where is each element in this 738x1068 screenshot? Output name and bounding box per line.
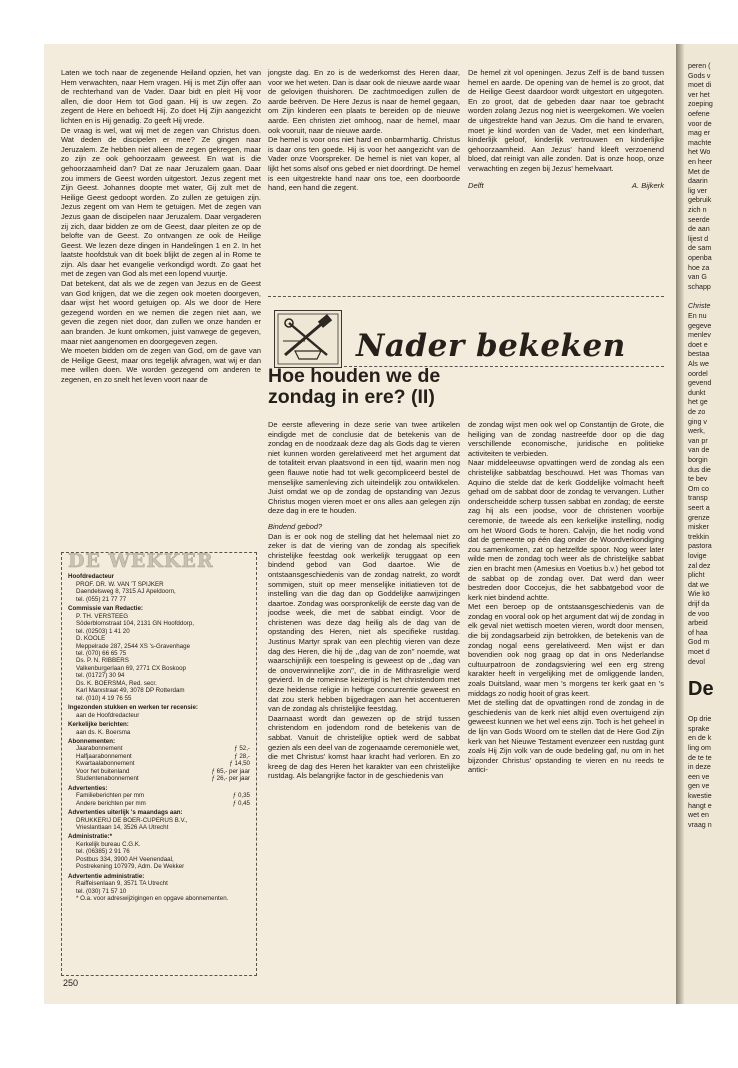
masthead-line: DRUKKERIJ DE BOER-CUPERUS B.V., xyxy=(76,816,188,824)
next-page-fragment: Met de xyxy=(688,167,710,176)
masthead-line: * O.a. voor adreswijzigingen en opgave abonnementen. xyxy=(76,895,229,903)
page-spine xyxy=(676,44,684,1004)
masthead-line: Ds. P. N. RIBBERS xyxy=(76,657,129,665)
next-page-fragment: het ge xyxy=(688,398,708,407)
rate-label: Studentenabonnement xyxy=(76,775,139,783)
next-page-fragment: Als we xyxy=(688,360,709,368)
masthead-line: aan de Hoofdredacteur xyxy=(76,711,140,719)
rate-value: ƒ 0,45 xyxy=(232,799,250,807)
next-page-fragment: vraag n xyxy=(688,820,712,829)
masthead-lines xyxy=(68,573,250,902)
masthead-line: tel. (030) 71 57 10 xyxy=(76,887,127,895)
next-page-fragment: pastora xyxy=(688,542,712,551)
next-page-fragment: gen ve xyxy=(688,782,710,791)
masthead-rate-row xyxy=(68,753,250,760)
next-page-fragment: trekkin xyxy=(688,532,709,541)
rate-value: ƒ 52,- xyxy=(234,745,250,753)
rate-label: Voor het buitenland xyxy=(76,767,130,775)
masthead-rate-row xyxy=(68,792,250,799)
rate-value: ƒ 26,- per jaar xyxy=(211,775,250,783)
next-page-fragment: borgin xyxy=(688,456,708,464)
column-b xyxy=(268,68,460,193)
next-page-fragment: hangt e xyxy=(688,801,712,810)
next-page-fragment: lijest d xyxy=(688,234,709,243)
next-page-fragment: gegeve xyxy=(688,321,712,330)
next-page-fragment: moet d xyxy=(688,648,710,656)
next-page-fragment: Gods v xyxy=(688,71,711,80)
masthead-line: Postrekening 107979, Adm. De Wekker xyxy=(76,863,185,871)
next-page-fragment: doet e xyxy=(688,340,708,349)
next-page-fragment: de zo xyxy=(688,408,706,416)
rate-value: ƒ 65,- per jaar xyxy=(211,767,250,775)
masthead-line: tel. (070) 66 65 75 xyxy=(76,649,127,657)
tools-icon xyxy=(274,310,342,368)
next-page-fragment: Christe xyxy=(688,302,711,311)
next-page-fragment: kwestie xyxy=(688,792,712,800)
next-page-fragment: lig ver xyxy=(688,186,707,195)
paragraph: Dat betekent, dat als we de zegen van Jezus en de Geest van God krijgen, dat we die zegen ook moeten doorgeven, daar wijst het woord getuigen op. Als we door de Here gezegend worden en we nemen die zegen niet aan, we geven die zegen niet door, dan zullen we onze handen er aan branden. Je kunt omkomen, juist vanwege de gegeven, maar niet aangenomen en doorgegeven zegen. xyxy=(61,279,261,346)
column-c xyxy=(468,68,664,190)
next-page-fragment: van pr xyxy=(688,436,708,445)
next-page-fragment: mag er xyxy=(688,129,711,138)
next-page-fragment: zich n xyxy=(688,206,707,214)
signature-author: A. Bijkerk xyxy=(631,180,664,190)
rate-value: ƒ 28,- xyxy=(234,752,250,760)
masthead-line: Karl Marxstraat 49, 3078 DP Rotterdam xyxy=(76,687,185,695)
masthead-line: tel. (02503) 1 41 20 xyxy=(76,627,130,635)
rate-label: Jaarabonnement xyxy=(76,745,123,753)
article-title: Hoe houden we de zondag in ere? (II) xyxy=(268,365,441,408)
masthead-line: tel. (055) 21 77 77 xyxy=(76,595,127,603)
masthead-heading: Hoofdredacteur xyxy=(68,573,115,581)
next-page-fragment: ver het xyxy=(688,90,710,99)
next-page-fragment: dunkt xyxy=(688,388,706,397)
paragraph: Met een beroep op de ontstaansgeschiedenis van de zondag en vooral ook op het argument dat wij de zondag in elk geval niet wettisch moeten vieren, wordt door mensen, die bij zondagsarbeid zijn betrokken, de betekenis van de zondag nogal eens gerelativeerd. Men wijst er dan bovendien ook nog graag op dat in ons Nederlandse cultuurpatroon de zondagsviering wel een erg streng karakter heeft in vergelijking met de omliggende landen, zoals Duitsland, waar men 's morgens ter kerk gaat en 's middags zo nodig hooit of gras keert. xyxy=(468,602,664,698)
next-page-fragment: daarin xyxy=(688,177,708,186)
next-page-fragment: ging v xyxy=(688,417,707,426)
masthead-heading: Advertenties: xyxy=(68,784,108,792)
next-page-fragment: sprake xyxy=(688,724,710,733)
magazine-page xyxy=(44,44,677,1004)
masthead-heading: Advertenties uiterlijk 's maandags aan: xyxy=(68,809,183,817)
section-title: Nader bekeken xyxy=(356,328,626,364)
masthead-heading: Kerkelijke berichten: xyxy=(68,721,129,729)
masthead-rate-row xyxy=(68,768,250,775)
masthead-line: Vrieslantlaan 14, 3526 AA Utrecht xyxy=(76,823,169,831)
next-page-fragment: machte xyxy=(688,138,712,147)
paragraph: Met de stelling dat de opvattingen rond de zondag in de geschiedenis van de kerk niet altijd even overtuigend zijn geweest kunnen we het wel eens zijn. Toch is het geheel in de lijn van Gods Woord om te stellen dat de Here God Zijn kerk van het Nieuwe Testament evenzeer een rustdag gunt zoals Hij Zijn volk van de oude bedeling gaf, nu om in het bijzonder Christus' opstanding te vieren en nu reeds te antici- xyxy=(468,698,664,775)
next-page-fragment: Om co xyxy=(688,484,709,493)
next-page-fragment: arbeid xyxy=(688,619,708,628)
next-page-fragment: en heer xyxy=(688,158,713,166)
next-page-fragment: bestaa xyxy=(688,350,710,359)
wekker-logo: DE WEKKER xyxy=(68,550,214,572)
next-page-fragment: de te te xyxy=(688,753,712,762)
masthead-rate-row xyxy=(68,800,250,807)
subheading: Bindend gebod? xyxy=(268,521,323,531)
next-page-fragment: Wie kö xyxy=(688,590,710,599)
masthead-line: D. KOOLE xyxy=(76,635,106,643)
next-page-fragment: van de xyxy=(688,446,710,455)
masthead-line: Postbus 334, 3900 AH Veenendaal, xyxy=(76,855,174,863)
masthead-line: Ds. K. BOERSMA, Red. secr. xyxy=(76,679,157,687)
masthead-line: Daendelsweg 8, 7315 AJ Apeldoorn, xyxy=(76,588,176,596)
next-page-fragment: moet di xyxy=(688,81,712,90)
rate-label: Familieberichten per mm xyxy=(76,792,145,800)
next-page-fragment: transp xyxy=(688,494,708,503)
column-d xyxy=(268,420,460,781)
next-page-fragment: en de k xyxy=(688,734,712,743)
next-page-fragment: De xyxy=(688,678,714,701)
next-page-fragment: de voo xyxy=(688,609,710,618)
paragraph: Daarnaast wordt dan gewezen op de strijd tussen christendom en jodendom rond de betekenis van de sabbat. Vanuit de christelijke optiek werd de sabbat gezien als een deel van de zogenaamde ceremoniële wet, die met Christus' komst haar kracht had verloren. En zo kreeg de dag des Heren het karakter van een christelijke rustdag. Als belangrijke factor in de geschiedenis van xyxy=(268,713,460,781)
next-page-fragment: zal dez xyxy=(688,561,711,570)
next-page-fragment: openba xyxy=(688,254,712,262)
paragraph: De vraag is wel, wat wij met de zegen van Christus doen. Wat deden de discipelen er mee? Ze gingen naar Jeruzalem. Ze hebben niet alleen de zegen gekregen, maar zo zijn ze ook gehoorzaam geweest. En wat is die gehoorzaamheid dan? Dat ze naar Jeruzalem gaan. Daar zou immers de Geest worden uitgestort. Jezus zegent met Zijn Geest. Johannes doopte met water, Gij zult met de Heilige Geest gedoopt worden. Zo zullen ze getuigen zijn. Jezus zegent om van Hem te getuigen. Met de zegen van Jezus gaan de discipelen naar Jeruzalem. Daar vergaderen zij zich, daar bidden ze om de Geest, daar pleiten ze op de belofte van de Geest. Zo ontvangen ze ook de Heilige Geest. We lezen deze dingen in Handelingen 1 en 2. In het laatste hoofdstuk van dit boek blijkt de zegen al in Rome te zijn. Als daar het evangelie verkondigd wordt. Zo gaat het met de zegen van God als met een lopend vuurtje. xyxy=(61,125,261,279)
paragraph: De eerste aflevering in deze serie van twee artikelen eindigde met de conclusie dat de betekenis van de zondag en de noodzaak deze dag als Gods dag te vieren niet kunnen worden gerelativeerd met het argument dat de totaliteit ervan plaatsvond in een tijd, waarin men nog geen flauwe notie had tot welk gecompliceerd bestel de menselijke samenleving zich uiteindelijk zou ontwikkelen. Juist omdat we op de zondag de opstanding van Jezus Christus mogen vieren moet er ons alles aan gelegen zijn deze dag in ere te houden. xyxy=(268,420,460,516)
next-page-fragment: schapp xyxy=(688,282,711,291)
paragraph: de zondag wijst men ook wel op Constantijn de Grote, die heiliging van de zondag nastreefde door op die dag verschillende economische, juridische en politieke activiteiten te verbieden. xyxy=(468,420,664,458)
rate-label: Andere berichten per mm xyxy=(76,799,146,807)
paragraph: Naar middeleeuwse opvattingen werd de zondag als een christelijke sabbatdag beschouwd. Het was Thomas van Aquino die stelde dat de kerk Goddelijke volmacht heeft gehad om de sabbat door de zondag te vervangen. Luther onderscheidde scherp tussen sabbat en zondag; de eerste zag hij als een joodse, voor de christenen voorbije ceremonie, de tweede als een kerkelijke instelling, nodig om het Woord Gods te horen. Calvijn, die het nodig vond dat de gemeente op één dag onder de Woordverkondiging zou samenkomen, zat op hetzelfde spoor. Nog weer later wilde men de zondag toch weer als de christelijke sabbat zien en bracht men (Amesius en Voetius b.v.) het gebod tot de sabbat op de zondag over. Dat werd dan weer bestreden door Coccejus, die het sabbatgebod voor de kerk niet bindend achtte. xyxy=(468,458,664,602)
next-page-fragment: seerde xyxy=(688,215,710,224)
next-page-fragment: ling om xyxy=(688,744,711,752)
masthead-line: tel. (06385) 2 91 76 xyxy=(76,848,130,856)
masthead-line: tel. (010) 4 19 76 55 xyxy=(76,694,132,702)
masthead-box xyxy=(61,552,257,976)
next-page-fragment: oordel xyxy=(688,369,708,378)
paragraph: De hemel is voor ons niet hard en onbarmhartig. Christus is daar ons ten goede. Hij is voor het aangezicht van de Vader onze Voorspreker. De hemel is niet van koper, al lijkt het soms alsof ons gebed er niet doordringt. De hemel is een uitgestrekte hand naar ons toe, een doorboorde hand, een hand die zegent. xyxy=(268,135,460,193)
next-page-fragment: of haa xyxy=(688,628,708,637)
next-page-fragment: oefene xyxy=(688,110,710,118)
next-page-fragment: de aan xyxy=(688,225,710,234)
next-page-fragment: gebruik xyxy=(688,196,712,205)
next-page-fragment: peren ( xyxy=(688,62,711,70)
next-page-fragment: seert a xyxy=(688,504,710,512)
paragraph: Dan is er ook nog de stelling dat het helemaal niet zo zeker is dat de viering van de zondag als specifiek christelijke feestdag ook werkelijk teruggaat op een bindend gebod van God daartoe. Wie de ontstaansgeschiedenis van de zondag natrekt, zo wordt sommigen, stuit op meer menselijke initiatieven tot de instelling van die dag dan op Goddelijke aanwijzingen daartoe. Zondag was oorspronkelijk de eerste dag van de joodse week, die met de sabbat eindigt. Voor de christenen was deze dag heilig als de dag van de opstanding des Heren, niet als specifieke rustdag. Justinus Martyr sprak van een plechtig vieren van deze dag des Heren, die hij de ,,dag van de zon'' noemde, wat waarschijnlijk een toespeling is geweest op de ,,dag van de onoverwinnelijke zon'', die in de Mithrasreligie werd gevierd. In de romeinse keizertijd is het christendom met deze heidense religie in heftige concurrentie geweest en dat zou sterk hebben bijgedragen aan het accentueren van de zondag als christelijke feestdag. xyxy=(268,531,460,714)
next-page-fragment: misker xyxy=(688,523,709,532)
rate-label: Halfjaarabonnement xyxy=(76,752,132,760)
next-page-fragment: gevend xyxy=(688,379,712,388)
masthead-heading: Advertentie administratie: xyxy=(68,872,145,880)
next-page-fragment: drijf da xyxy=(688,600,710,608)
masthead-heading: Ingezonden stukken en werken ter recensie: xyxy=(68,704,198,712)
masthead-heading: Administratie:* xyxy=(68,833,113,841)
page-number: 250 xyxy=(63,978,79,988)
masthead-line: P. TH. VERSTEEG xyxy=(76,612,129,620)
next-page-fragment: Op drie xyxy=(688,715,712,724)
signature-place: Delft xyxy=(468,180,484,190)
masthead-rate-row xyxy=(68,760,250,767)
rate-value: ƒ 14,50 xyxy=(229,760,250,768)
next-page-fragment: te bev xyxy=(688,475,708,484)
masthead-rate-row xyxy=(68,775,250,782)
masthead-line: PROF. DR. W. VAN 'T SPIJKER xyxy=(76,580,164,588)
next-page-fragment: God m xyxy=(688,638,710,647)
masthead-line: tel. (01727) 30 94 xyxy=(76,672,125,680)
next-page-fragment: wet en xyxy=(688,811,709,820)
next-page-fragment: werk, xyxy=(688,427,705,436)
paragraph: De hemel zit vol openingen. Jezus Zelf is de band tussen hemel en aarde. De opening van de hemel is zo groot, dat de Heilige Geest daardoor wordt uitgestort en uitgegoten. En zo groot, dat de gebeden daar naar toe gebracht worden zolang Jezus nog niet is weergekomen. We voelen de uitgestrekte hand van Jezus. Om die hand te ervaren, moet je kind worden van de Vader, met een kinderhart, kinderlijk geloof, kinderlijk vertrouwen en kinderlijke gehoorzaamheid. Aan Jezus' hand kleeft verzoenend bloed, dat reinigt van alle zonden. Dat is onze hoop, onze verwachting en zegen bij Jezus' hemelvaart. xyxy=(468,68,664,173)
next-page-fragment: de sam xyxy=(688,244,712,253)
next-page-fragment: een ve xyxy=(688,772,710,781)
next-page-fragment: voor de xyxy=(688,119,712,128)
section-divider-top xyxy=(268,296,664,297)
paragraph: We moeten bidden om de zegen van God, om de gave van de Heilige Geest, maar ons tegelijk afvragen, wat wij er dan mee willen doen. We worden gezegend om anderen te zegenen, en zo snelt het leven voort naar de xyxy=(61,346,261,384)
next-page-edge xyxy=(684,44,738,1004)
next-page-fragment: hoe za xyxy=(688,263,710,272)
next-page-fragment: En nu xyxy=(688,312,707,320)
masthead-line: Raiffeisenlaan 9, 3571 TA Utrecht xyxy=(76,880,168,888)
paragraph: Laten we toch naar de zegenende Heiland opzien, het van Hem verwachten, naar Hem vragen. Hij is met Zijn offer aan de rechterhand van de Vader. Daar bidt en pleit Hij voor allen, die door Hem tot God gaan. Hij is uw zegen. Zo zegent de Here en behoedt Hij. Zo doet Hij Zijn aangezicht lichten en is Hij genadig. Zo geeft Hij vrede. xyxy=(61,68,261,125)
next-page-fragment: dat we xyxy=(688,580,709,589)
next-page-fragment: dus die xyxy=(688,465,711,474)
next-page-fragment: devol xyxy=(688,657,705,666)
rate-value: ƒ 0,35 xyxy=(232,792,250,800)
signature xyxy=(468,181,664,191)
masthead-line: aan ds. K. Boersma xyxy=(76,728,131,736)
column-e xyxy=(468,420,664,775)
masthead-heading: Abonnementen: xyxy=(68,737,116,745)
rate-label: Kwartaalabonnement xyxy=(76,760,135,768)
masthead-line: Meppelrade 287, 2544 XS 's-Gravenhage xyxy=(76,642,191,650)
masthead-line: Kerkelijk bureau C.G.K. xyxy=(76,840,141,848)
paragraph: jongste dag. En zo is de wederkomst des Heren daar, voor we het weten. Dan is daar ook de nieuwe aarde waar de gelovigen thuishoren. De zachtmoedigen zullen de aarde beërven. De Here Jezus is naar de hemel gegaan, om Zijn kinderen een plaats te bereiden op de nieuwe aarde. Een christen ziet omhoog, naar de hemel, maar ook vooruit, naar de nieuwe aarde. xyxy=(268,68,460,135)
next-page-fragment: van G xyxy=(688,273,707,282)
masthead-heading: Commissie van Redactie: xyxy=(68,605,143,613)
masthead-line: Valkenburgerlaan 69, 2771 CX Boskoop xyxy=(76,664,186,672)
masthead-line: Söderblomstraat 104, 2131 GN Hoofddorp, xyxy=(76,620,194,628)
next-page-fragment: grenze xyxy=(688,513,710,522)
next-page-fragment: zoeping xyxy=(688,100,713,109)
next-page-fragment: menlev xyxy=(688,331,711,340)
next-page-fragment: in deze xyxy=(688,763,711,772)
next-page-fragment: plicht xyxy=(688,571,705,580)
next-page-fragment: lovige xyxy=(688,552,707,560)
next-page-fragment: het Wo xyxy=(688,148,711,157)
column-a xyxy=(61,68,261,385)
masthead-rate-row xyxy=(68,745,250,752)
